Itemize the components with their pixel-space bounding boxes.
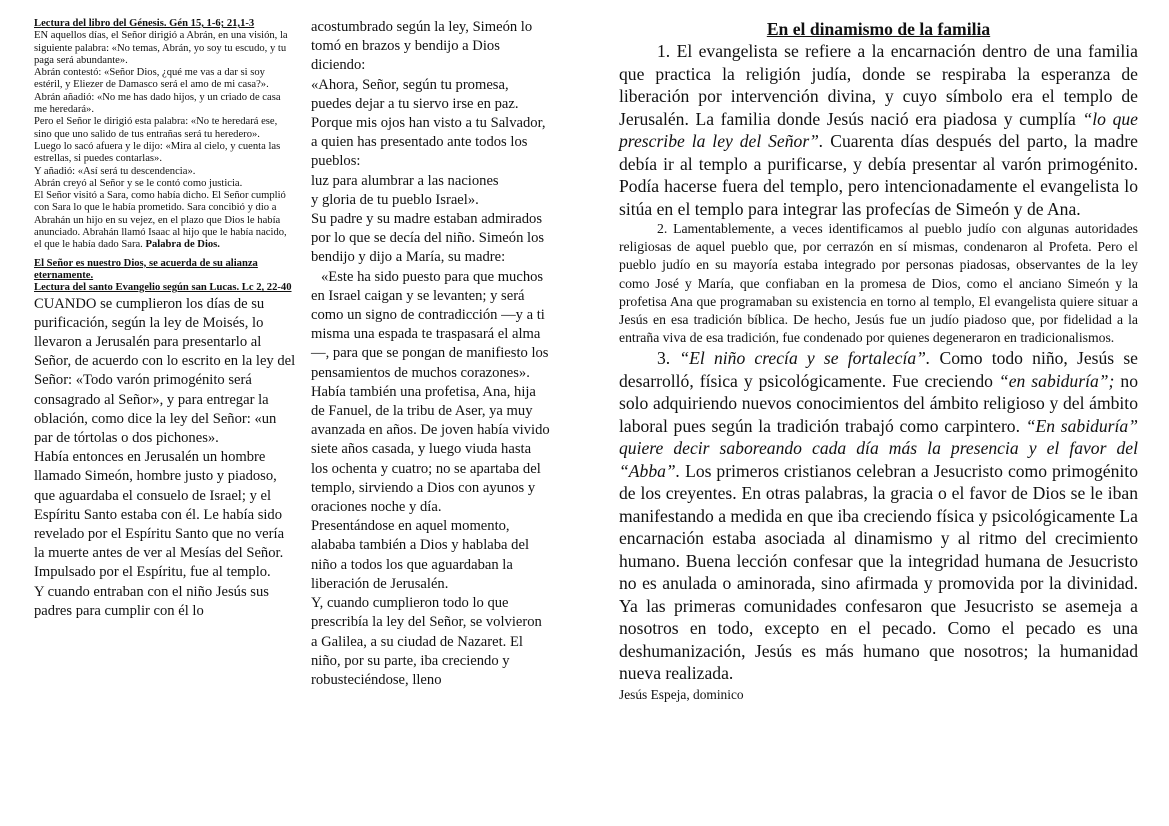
p3-quote-3: “En sabiduría” quiere decir saboreando cada día más la presencia y el favor del “Abba”. [619, 415, 1138, 481]
signature: Jesús Espeja, dominico [619, 686, 744, 702]
p3-quote-2: “en sabiduría”; [998, 370, 1115, 391]
p1-text-a: 1. El evangelista se refiere a la encarnación dentro de una familia que practica la religión judía, donde se respiraba la esperanza de liberación por intervención divina, y cuyo símbolo era el templo de Jerusalén. La familia donde Jesús nació era piadosa y cumplía [619, 41, 1138, 129]
p3-text-d: Los primeros cristianos celebran a Jesucristo como primogénito de los creyentes. En otras palabras, la gracia o el favor de Dios se le iban manifestando a medida en que iba creciendo física y psicológicamente La encarnación estaba asociada al dinamismo y al ritmo del crecimiento humano. Buena lección confesar que la integridad humana de Jesucristo no es anulada o aminorada, sino afirmada y promovida por la divinidad. Ya las primeras comunidades confesaron que Jesucristo se asemeja a nosotros en todo, excepto en el pecado. Como el pecado es una deshumanización, Jesús es más humano que nosotros; la humanidad nueva realizada. [619, 460, 1138, 684]
reading1-line: Abrán creyó al Señor y se le contó como justicia. [34, 177, 243, 189]
gospel-cont-line: Y, cuando cumplieron todo lo que prescribía la ley del Señor, se volvieron a Galilea, a su ciudad de Nazaret. El niño, por su parte, iba creciendo y robusteciéndose, lleno [311, 595, 542, 688]
gospel-cont-line: «Ahora, Señor, según tu promesa, puedes dejar a tu siervo irse en paz. Porque mis ojos han visto a tu Salvador, [311, 76, 546, 132]
commentary-paragraph-2: 2. Lamentablemente, a veces identificamos al pueblo judío con algunas autoridades religiosas de aquel pueblo que, por cerrazón en sí mismas, condenaron al Profeta. Pero el pueblo judío en su mayoría estaba integrado por personas piadosas, observantes de la ley como José y María, que confiaban en la promesa de Dios, como el anciano Simeón y la profetisa Ana que programaban su existencia en torno al templo, El evangelista quiere situar a Jesús en esa tradición bíblica. De hecho, Jesús fue un judío piadoso que, por fidelidad a la entraña viva de esa tradición, fue condenado por quienes degeneraron en tradicionalismos. [619, 221, 1138, 346]
gospel-line: Había entonces en Jerusalén un hombre llamado Simeón, hombre justo y piadoso, que aguardaba el consuelo de Israel; y el Espíritu Santo estaba con él. Le había sido revelado por el Espíritu Santo que no vería la muerte antes de ver al Mesías del Señor. [34, 449, 285, 562]
reading1-text: El Señor visitó a Sara, como había dicho. El Señor cumplió con Sara lo que le había prometido. Sara concibió y dio a Abrahán un hijo en su vejez, en el plazo que Dios le había anunciado. Abrahán llamó Isaac al hijo que le había nacido, el que le había dado Sara. [34, 190, 287, 251]
gospel-cont-line: Había también una profetisa, Ana, hija de Fanuel, de la tribu de Aser, ya muy avanzada en años. De joven había vivido siete años casada, y luego viuda hasta los ochenta y cuatro; no se apartaba del templo, sirviendo a Dios con ayunos y oraciones noche y día. [311, 383, 550, 516]
gospel-cont-line: «Este ha sido puesto para que muchos en Israel caigan y se levanten; y será como un signo de contradicción —y a ti misma una espada te traspasará el alma—, para que se pongan de manifiesto los pensamientos de muchos corazones». [311, 268, 549, 381]
gospel-cont-line: y gloria de tu pueblo Israel». [311, 191, 479, 208]
psalm-heading: El Señor es nuestro Dios, se acuerda de su alianza eternamente. [34, 257, 258, 281]
reading1-line: Pero el Señor le dirigió esta palabra: «No te heredará ese, sino que uno salido de tus entrañas será tu heredero». [34, 116, 278, 140]
commentary-title: En el dinamismo de la familia [766, 19, 991, 39]
column-gospel-continued [311, 18, 551, 690]
gospel-cont-line: luz para alumbrar a las naciones [311, 172, 499, 189]
gospel-line: CUANDO se cumplieron los días de su purificación, según la ley de Moisés, lo llevaron a Jerusalén para presentarlo al Señor, de acuerdo con lo escrito en la ley del Señor: «Todo varón primogénito será consagrado al Señor», y para entregar la oblación, como dice la ley del Señor: «un par de tórtolas o dos pichones». [34, 295, 296, 446]
p3-text-c: no solo adquiriendo nuevos conocimientos del ámbito religioso y del ámbito laboral pues según la tradición trabajó como carpintero. [619, 370, 1139, 436]
reading1-end: Palabra de Dios. [145, 239, 220, 251]
commentary-paragraph-3 [619, 347, 1138, 685]
gospel-line: Y cuando entraban con el niño Jesús sus padres para cumplir con él lo [34, 583, 269, 619]
p3-text-b: Como todo niño, Jesús se desarrolló, física y psicológicamente. Fue creciendo [619, 348, 1138, 391]
reading1-line: Abrán añadió: «No me has dado hijos, y un criado de casa me heredará». [34, 91, 281, 116]
reading1-title: Lectura del libro del Génesis. Gén 15, 1-6; 21,1-3 [34, 18, 255, 29]
gospel-cont-line: a quien has presentado ante todos los pueblos: [311, 134, 528, 170]
column-commentary [619, 18, 1138, 703]
commentary-paragraph-1 [619, 40, 1138, 220]
p3-text-a: 3. [657, 348, 680, 369]
p1-quote: “lo que prescribe la ley del Señor”. [619, 108, 1138, 151]
gospel-cont-line: acostumbrado según la ley, Simeón lo tomó en brazos y bendijo a Dios diciendo: [311, 19, 533, 74]
p3-quote-1: “El niño crecía y se fortalecía”. [679, 348, 931, 369]
reading1-line: Luego lo sacó afuera y le dijo: «Mira al cielo, y cuenta las estrellas, si puedes contarlas». [34, 140, 281, 165]
gospel-cont-line: Su padre y su madre estaban admirados por lo que se decía del niño. Simeón los bendijo y dijo a María, su madre: [311, 211, 545, 266]
gospel-heading: Lectura del santo Evangelio según san Lucas. Lc 2, 22-40 [34, 282, 292, 294]
reading1-line: Y añadió: «Así será tu descendencia». [34, 165, 196, 177]
reading1-line: Abrán contestó: «Señor Dios, ¿qué me vas a dar si soy estéril, y Eliezer de Damasco será el amo de mi casa?». [34, 67, 269, 91]
column-first-reading [34, 18, 296, 621]
p1-text-b: Cuarenta días después del parto, la madre debía ir al templo a purificarse, y debía presentar al varón primogénito. Podía hacerse fuera del templo, pero intencionadamente el evangelista lo sitúa en el templo para integrar las profecías de Simeón y de Ana. [619, 131, 1138, 219]
reading1-line: EN aquellos días, el Señor dirigió a Abrán, en una visión, la siguiente palabra: «No temas, Abrán, yo soy tu escudo, y tu paga será abundante». [34, 30, 288, 66]
gospel-cont-line: Presentándose en aquel momento, alababa también a Dios y hablaba del niño a todos los que aguardaban la liberación de Jerusalén. [311, 518, 530, 592]
reading1-line-last [34, 190, 296, 251]
gospel-line: Impulsado por el Espíritu, fue al templo. [34, 564, 271, 581]
